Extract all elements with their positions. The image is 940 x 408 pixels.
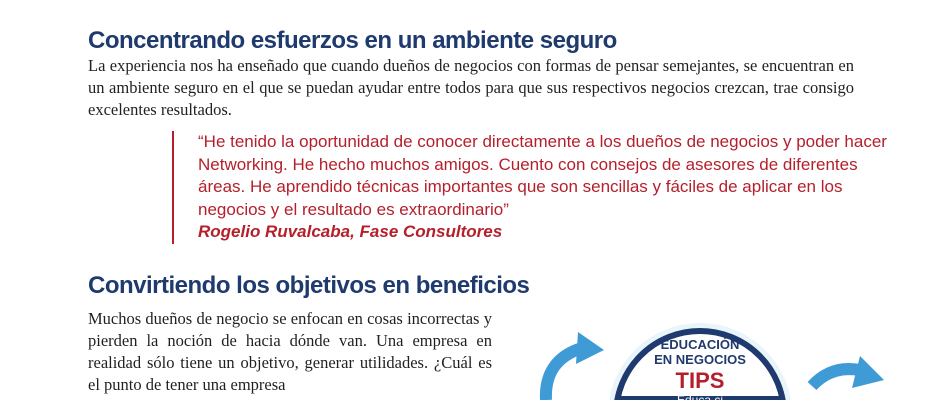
graphic-title-line-1: EDUCACIÓN — [660, 337, 740, 352]
graphic-title-line-2: EN NEGOCIOS — [654, 352, 746, 367]
testimonial-quote — [172, 131, 888, 244]
cycle-arrowhead-right-icon — [852, 356, 884, 388]
graphic-tips-label: TIPS — [675, 368, 725, 393]
section-body-objectives: Muchos dueños de negocio se enfocan en cosas incorrectas y pierden la noción de hacia dónde van. Una empresa en realidad sólo tiene un objetivo, generar utilidades. ¿Cuál es el punto de tener una empresa — [88, 309, 492, 394]
cycle-arrowhead-left-icon — [576, 332, 604, 364]
section-body-safe-environment: La experiencia nos ha enseñado que cuando dueños de negocios con formas de pensar semejantes, se encuentran en un ambiente seguro en el que se puedan ayudar entre todos para que sus respectivos negocios crezcan, trae consigo excelentes resultados. — [88, 56, 854, 119]
quote-author: Rogelio Ruvalcaba, Fase Consultores — [198, 222, 503, 241]
section-heading-objectives: Convirtiendo los objetivos en beneficios — [88, 272, 530, 299]
section-heading-safe-environment: Concentrando esfuerzos en un ambiente seguro — [88, 27, 617, 54]
graphic-partial-text: Educa ci — [676, 393, 724, 407]
quote-text: “He tenido la oportunidad de conocer directamente a los dueños de negocios y poder hacer Networking. He hecho muchos amigos. Cuento con consejos de asesores de diferentes áreas. He aprendido técnicas importantes que son sencillas y fáciles de aplicar en los negocios y el resultado es extraordinario” — [198, 132, 887, 219]
